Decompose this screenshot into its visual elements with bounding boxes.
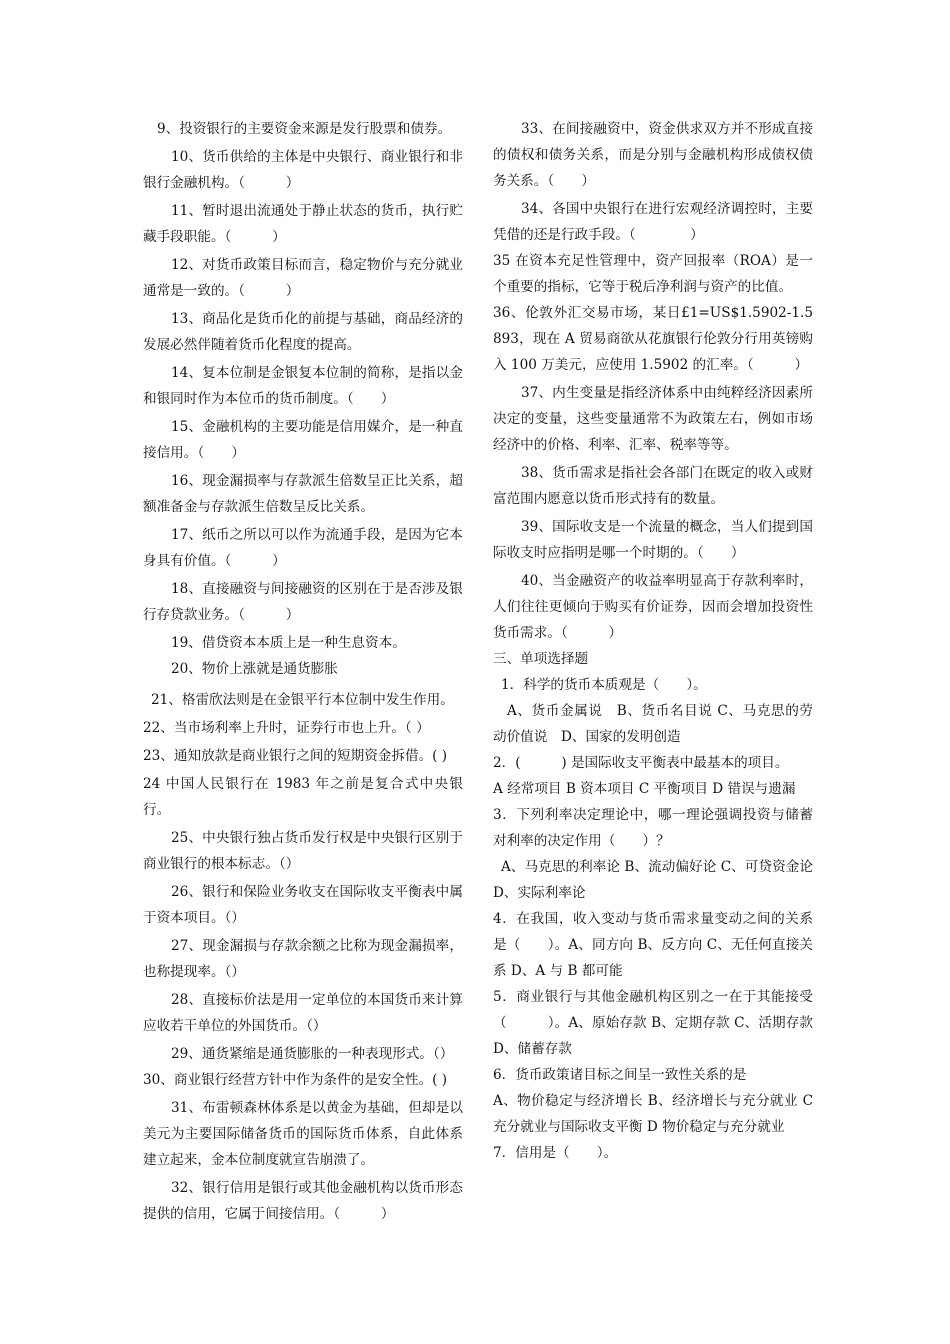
item-25: 25、中央银行独占货币发行权是中央银行区别于商业银行的根本标志。（）: [143, 830, 463, 872]
mc-question-6: 6．货币政策诸目标之间呈一致性关系的是: [493, 1067, 747, 1083]
item-23: 23、通知放款是商业银行之间的短期资金拆借。( ): [143, 748, 448, 764]
item-19: 19、借贷资本本质上是一种生息资本。: [171, 635, 406, 651]
mc-options-3: A、马克思的利率论 B、流动偏好论 C、可贷资金论 D、实际利率论: [493, 859, 813, 901]
item-18: 18、直接融资与间接融资的区别在于是否涉及银行存贷款业务。（ ）: [143, 581, 463, 623]
item-9: 9、投资银行的主要资金来源是发行股票和债券。: [157, 121, 452, 137]
mc-question-1: 1．科学的货币本质观是（ ）。: [501, 677, 707, 693]
item-31: 31、布雷顿森林体系是以黄金为基础，但却是以美元为主要国际储备货币的国际货币体系，自此体系建立起来，金本位制度就宣告崩溃了。: [143, 1100, 463, 1168]
item-32: 32、银行信用是银行或其他金融机构以货币形态提供的信用，它属于间接信用。（ ）: [143, 1180, 463, 1222]
item-24: 24 中国人民银行在 1983 年之前是复合式中央银行。: [143, 776, 463, 818]
item-11: 11、暂时退出流通处于静止状态的货币，执行贮藏手段职能。（ ）: [143, 203, 463, 245]
mc-question-7: 7．信用是（ ）。: [493, 1145, 618, 1161]
item-17: 17、纸币之所以可以作为流通手段，是因为它本身具有价值。（ ）: [143, 527, 463, 569]
item-16: 16、现金漏损率与存款派生倍数呈正比关系，超额准备金与存款派生倍数呈反比关系。: [143, 473, 463, 515]
item-28: 28、直接标价法是用一定单位的本国货币来计算应收若干单位的外国货币。（）: [143, 992, 463, 1034]
item-10: 10、货币供给的主体是中央银行、商业银行和非银行金融机构。（ ）: [143, 149, 463, 191]
item-40: 40、当金融资产的收益率明显高于存款利率时，人们往往更倾向于购买有价证券，因而会增加投资性货币需求。（ ）: [493, 573, 813, 641]
item-39: 39、国际收支是一个流量的概念，当人们提到国际收支时应指明是哪一个时期的。（ ）: [493, 519, 813, 561]
item-22: 22、当市场利率上升时，证券行市也上升。（ ）: [143, 720, 430, 736]
right-column: [493, 116, 813, 1166]
item-21: 21、格雷欣法则是在金银平行本位制中发生作用。: [151, 692, 454, 708]
item-36: 36、伦敦外汇交易市场，某日£1=US$1.5902-1.5893，现在 A 贸易商欲从花旗银行伦敦分行用英镑购入 100 万美元，应使用 1.5902 的汇率。（ ）: [493, 305, 813, 373]
item-34: 34、各国中央银行在进行宏观经济调控时，主要凭借的还是行政手段。（ ）: [493, 201, 813, 243]
item-27: 27、现金漏损与存款余额之比称为现金漏损率，也称提现率。（）: [143, 938, 463, 980]
mc-question-3: 3．下列利率决定理论中，哪一理论强调投资与储蓄对利率的决定作用（ ）？: [493, 807, 813, 849]
item-13: 13、商品化是货币化的前提与基础，商品经济的发展必然伴随着货币化程度的提高。: [143, 311, 463, 353]
left-column: [143, 116, 463, 1227]
item-38: 38、货币需求是指社会各部门在既定的收入或财富范围内愿意以货币形式持有的数量。: [493, 465, 813, 507]
item-20: 20、物价上涨就是通货膨胀: [171, 661, 338, 677]
item-33: 33、在间接融资中，资金供求双方并不形成直接的债权和债务关系，而是分别与金融机构形成债权债务关系。（ ）: [493, 121, 813, 189]
mc-options-1: A、货币金属说 B、货币名目说 C、马克思的劳动价值说 D、国家的发明创造: [493, 703, 813, 745]
item-15: 15、金融机构的主要功能是信用媒介，是一种直接信用。（ ）: [143, 419, 463, 461]
item-30: 30、商业银行经营方针中作为条件的是安全性。( ): [143, 1072, 448, 1088]
mc-options-2: A 经常项目 B 资本项目 C 平衡项目 D 错误与遗漏: [493, 781, 796, 797]
item-26: 26、银行和保险业务收支在国际收支平衡表中属于资本项目。（）: [143, 884, 463, 926]
item-35: 35 在资本充足性管理中，资产回报率（ROA）是一个重要的指标，它等于税后净利润与资产的比值。: [493, 253, 813, 295]
item-14: 14、复本位制是金银复本位制的简称，是指以金和银同时作为本位币的货币制度。（ ）: [143, 365, 463, 407]
item-29: 29、通货紧缩是通货膨胀的一种表现形式。（）: [171, 1046, 454, 1062]
item-12: 12、对货币政策目标而言，稳定物价与充分就业通常是一致的。（ ）: [143, 257, 463, 299]
mc-question-2: 2．( ) 是国际收支平衡表中最基本的项目。: [493, 755, 789, 771]
mc-question-5: 5．商业银行与其他金融机构区别之一在于其能接受（ ）。A、原始存款 B、定期存款 C、活期存款 D、储蓄存款: [493, 989, 813, 1057]
mc-options-6: A、物价稳定与经济增长 B、经济增长与充分就业 C 充分就业与国际收支平衡 D 物价稳定与充分就业: [493, 1093, 813, 1135]
section-heading: 三、单项选择题: [493, 651, 589, 667]
mc-question-4: 4．在我国，收入变动与货币需求量变动之间的关系是（ ）。A、同方向 B、反方向 C、无任何直接关系 D、A 与 B 都可能: [493, 911, 813, 979]
item-37: 37、内生变量是指经济体系中由纯粹经济因素所决定的变量，这些变量通常不为政策左右，例如市场经济中的价格、利率、汇率、税率等等。: [493, 385, 813, 453]
